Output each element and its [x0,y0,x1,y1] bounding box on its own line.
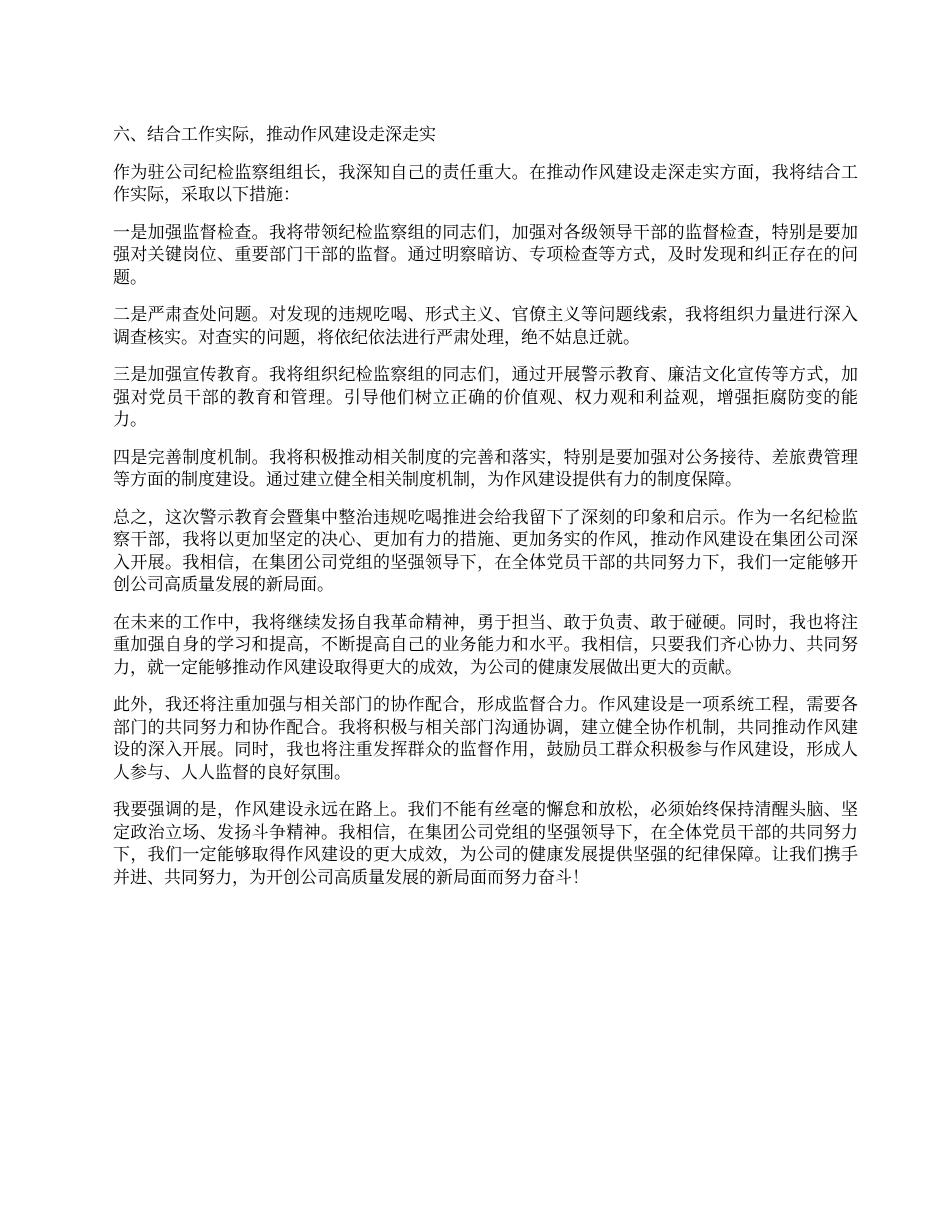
paragraph-investigation: 二是严肃查处问题。对发现的违规吃喝、形式主义、官僚主义等问题线索，我将组织力量进行深入调查核实。对查实的问题，将依纪依法进行严肃处理，绝不姑息迁就。 [113,305,858,348]
paragraph-supervision: 一是加强监督检查。我将带领纪检监察组的同志们，加强对各级领导干部的监督检查，特别是要加强对关键岗位、重要部门干部的监督。通过明察暗访、专项检查等方式，及时发现和纠正存在的问题。 [113,222,858,288]
paragraph-coordination: 此外，我还将注重加强与相关部门的协作配合，形成监督合力。作风建设是一项系统工程，需要各部门的共同努力和协作配合。我将积极与相关部门沟通协调，建立健全协作机制，共同推动作风建设的深入开展。同时，我也将注重发挥群众的监督作用，鼓励员工群众积极参与作风建设，形成人人参与、人人监督的良好氛围。 [113,695,858,783]
section-heading: 六、结合工作实际，推动作风建设走深走实 [113,125,436,145]
paragraph-conclusion: 我要强调的是，作风建设永远在路上。我们不能有丝毫的懈怠和放松，必须始终保持清醒头脑、坚定政治立场、发扬斗争精神。我相信，在集团公司党组的坚强领导下，在全体党员干部的共同努力下，我们一定能够取得作风建设的更大成效，为公司的健康发展提供坚强的纪律保障。让我们携手并进、共同努力，为开创公司高质量发展的新局面而努力奋斗！ [113,800,858,888]
paragraph-intro: 作为驻公司纪检监察组组长，我深知自己的责任重大。在推动作风建设走深走实方面，我将结合工作实际，采取以下措施： [113,162,858,205]
paragraph-institutions: 四是完善制度机制。我将积极推动相关制度的完善和落实，特别是要加强对公务接待、差旅费管理等方面的制度建设。通过建立健全相关制度机制，为作风建设提供有力的制度保障。 [113,447,858,490]
document-page [113,124,858,904]
paragraph-future-work: 在未来的工作中，我将继续发扬自我革命精神，勇于担当、敢于负责、敢于碰硬。同时，我也将注重加强自身的学习和提高，不断提高自己的业务能力和水平。我相信，只要我们齐心协力、共同努力，就一定能够推动作风建设取得更大的成效，为公司的健康发展做出更大的贡献。 [113,612,858,678]
paragraph-education: 三是加强宣传教育。我将组织纪检监察组的同志们，通过开展警示教育、廉洁文化宣传等方式，加强对党员干部的教育和管理。引导他们树立正确的价值观、权力观和利益观，增强拒腐防变的能力。 [113,365,858,430]
paragraph-summary: 总之，这次警示教育会暨集中整治违规吃喝推进会给我留下了深刻的印象和启示。作为一名纪检监察干部，我将以更加坚定的决心、更加有力的措施、更加务实的作风，推动作风建设在集团公司深入开展。我相信，在集团公司党组的坚强领导下，在全体党员干部的共同努力下，我们一定能够开创公司高质量发展的新局面。 [113,507,858,595]
